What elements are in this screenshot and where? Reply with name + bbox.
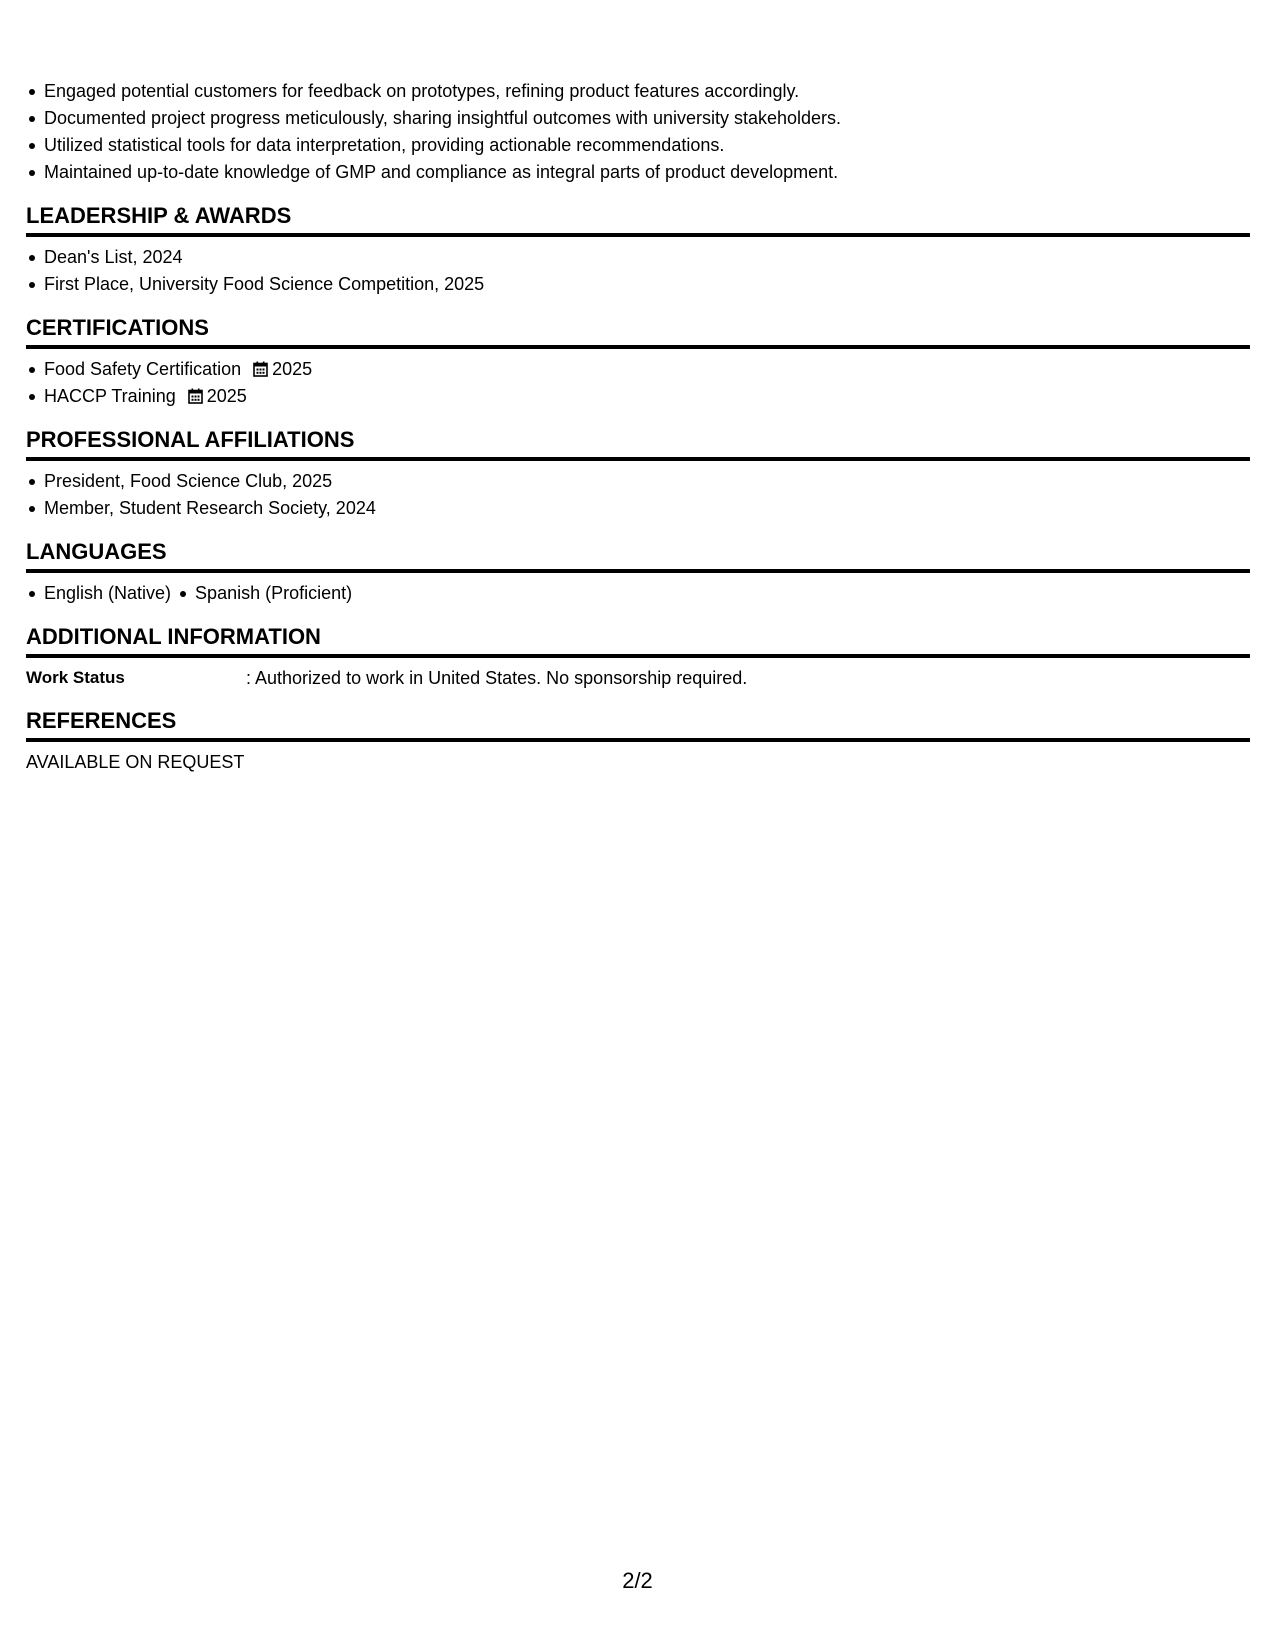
references-text: AVAILABLE ON REQUEST (26, 752, 245, 772)
list-item: Engaged potential customers for feedback on prototypes, refining product features accordingly. (44, 78, 1250, 105)
list-item: Dean's List, 2024 (44, 244, 1250, 271)
certification-year: 2025 (206, 386, 247, 406)
section-title-certifications: CERTIFICATIONS (26, 314, 1250, 349)
section-title-additional-info: ADDITIONAL INFORMATION (26, 623, 1250, 658)
page-number: 2/2 (622, 1568, 653, 1593)
leadership-section (26, 202, 1250, 298)
list-item (44, 383, 1250, 410)
section-title-affiliations: PROFESSIONAL AFFILIATIONS (26, 426, 1250, 461)
list-item: Spanish (Proficient) (195, 580, 352, 607)
list-item: Member, Student Research Society, 2024 (44, 495, 1250, 522)
affiliations-section (26, 426, 1250, 522)
list-item (44, 356, 1250, 383)
certification-name: HACCP Training (44, 386, 176, 406)
list-item: Documented project progress meticulously, sharing insightful outcomes with university stakeholders. (44, 105, 1250, 132)
list-item: President, Food Science Club, 2025 (44, 468, 1250, 495)
languages-list (26, 580, 1250, 607)
languages-section (26, 538, 1250, 607)
work-status-value: : Authorized to work in United States. No sponsorship required. (246, 668, 748, 688)
list-item: First Place, University Food Science Competition, 2025 (44, 271, 1250, 298)
work-status-row (26, 665, 1250, 691)
certification-year: 2025 (272, 359, 313, 379)
section-title-references: REFERENCES (26, 707, 1250, 742)
section-title-languages: LANGUAGES (26, 538, 1250, 573)
work-status-label: Work Status (26, 668, 125, 687)
calendar-icon (188, 388, 203, 404)
references-section (26, 707, 1250, 775)
resume-page (26, 78, 1250, 775)
list-item: English (Native) (44, 580, 171, 607)
list-item: Maintained up-to-date knowledge of GMP and compliance as integral parts of product development. (44, 159, 1250, 186)
certifications-list (26, 356, 1250, 410)
affiliations-list (26, 468, 1250, 522)
additional-info-section (26, 623, 1250, 691)
certifications-section (26, 314, 1250, 410)
leadership-list (26, 244, 1250, 298)
experience-bullet-list (26, 78, 1250, 186)
section-title-leadership: LEADERSHIP & AWARDS (26, 202, 1250, 237)
list-item: Utilized statistical tools for data interpretation, providing actionable recommendations. (44, 132, 1250, 159)
calendar-icon (253, 361, 268, 377)
certification-name: Food Safety Certification (44, 359, 242, 379)
